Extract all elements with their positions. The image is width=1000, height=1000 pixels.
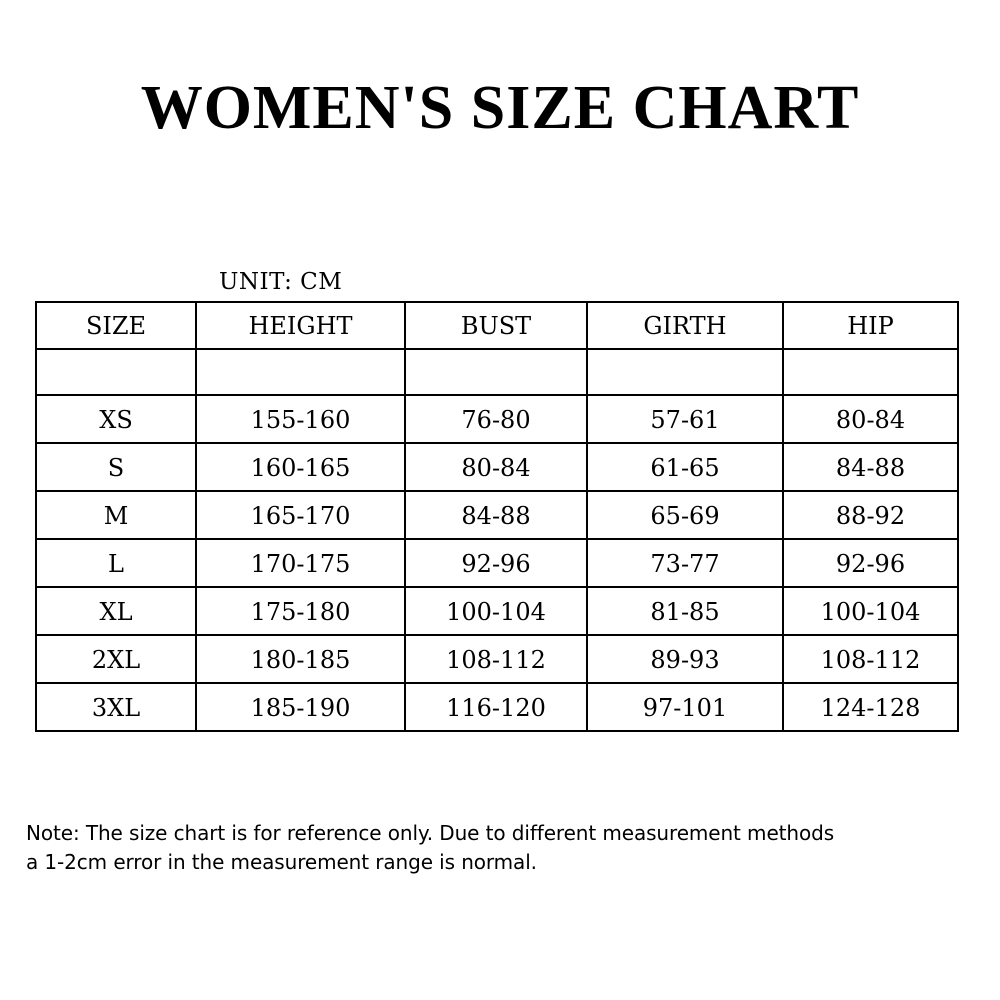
hip-cell: 100-104: [783, 587, 958, 635]
measurement-note: [26, 819, 991, 877]
size-cell: S: [36, 443, 196, 491]
size-cell: L: [36, 539, 196, 587]
bust-cell: 116-120: [405, 683, 587, 731]
header-girth: GIRTH: [587, 302, 783, 349]
note-line-1: Note: The size chart is for reference only. Due to different measurement methods: [26, 821, 835, 845]
height-cell: 175-180: [196, 587, 405, 635]
header-size: SIZE: [36, 302, 196, 349]
hip-cell: 88-92: [783, 491, 958, 539]
girth-cell: 81-85: [587, 587, 783, 635]
blank-row: [36, 349, 958, 395]
hip-cell: 84-88: [783, 443, 958, 491]
bust-cell: 92-96: [405, 539, 587, 587]
blank-cell: [196, 349, 405, 395]
bust-cell: 80-84: [405, 443, 587, 491]
header-height: HEIGHT: [196, 302, 405, 349]
blank-cell: [36, 349, 196, 395]
table-row: [36, 683, 958, 731]
blank-cell: [783, 349, 958, 395]
height-cell: 165-170: [196, 491, 405, 539]
size-cell: XL: [36, 587, 196, 635]
bust-cell: 76-80: [405, 395, 587, 443]
blank-cell: [587, 349, 783, 395]
size-cell: 2XL: [36, 635, 196, 683]
unit-label: UNIT: CM: [219, 269, 343, 295]
table-header-row: [36, 302, 958, 349]
table-row: [36, 443, 958, 491]
bust-cell: 100-104: [405, 587, 587, 635]
size-cell: 3XL: [36, 683, 196, 731]
page-title: WOMEN'S SIZE CHART: [140, 74, 860, 142]
table-row: [36, 395, 958, 443]
bust-cell: 84-88: [405, 491, 587, 539]
girth-cell: 97-101: [587, 683, 783, 731]
hip-cell: 80-84: [783, 395, 958, 443]
table-row: [36, 539, 958, 587]
girth-cell: 57-61: [587, 395, 783, 443]
height-cell: 155-160: [196, 395, 405, 443]
hip-cell: 108-112: [783, 635, 958, 683]
girth-cell: 61-65: [587, 443, 783, 491]
table-row: [36, 587, 958, 635]
size-cell: M: [36, 491, 196, 539]
size-table: [35, 301, 959, 732]
note-line-2: a 1-2cm error in the measurement range is normal.: [26, 850, 537, 874]
size-cell: XS: [36, 395, 196, 443]
header-hip: HIP: [783, 302, 958, 349]
hip-cell: 92-96: [783, 539, 958, 587]
table-row: [36, 635, 958, 683]
height-cell: 180-185: [196, 635, 405, 683]
height-cell: 170-175: [196, 539, 405, 587]
table-row: [36, 491, 958, 539]
girth-cell: 65-69: [587, 491, 783, 539]
girth-cell: 73-77: [587, 539, 783, 587]
height-cell: 160-165: [196, 443, 405, 491]
bust-cell: 108-112: [405, 635, 587, 683]
hip-cell: 124-128: [783, 683, 958, 731]
blank-cell: [405, 349, 587, 395]
height-cell: 185-190: [196, 683, 405, 731]
header-bust: BUST: [405, 302, 587, 349]
girth-cell: 89-93: [587, 635, 783, 683]
